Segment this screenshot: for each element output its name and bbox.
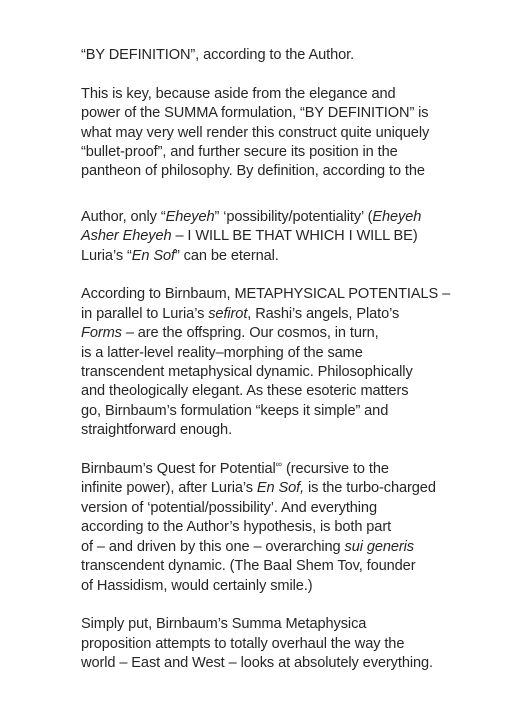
text-line: infinite power), after Luria’s En Sof, is the turbo-charged (81, 480, 436, 497)
text-line: in parallel to Luria’s sefirot, Rashi’s angels, Plato’s (81, 305, 400, 322)
text-line: according to the Author’s hypothesis, is both part (81, 519, 392, 536)
infinity-superscript: ∞ (275, 459, 282, 470)
text-line: Birnbaum’s Quest for Potential∞ (recursive to the (81, 459, 389, 478)
text-line: Luria’s “En Sof” can be eternal. (81, 247, 279, 264)
text-line: and theologically elegant. As these esoteric matters (81, 383, 409, 400)
paragraph-2 (81, 85, 511, 182)
italic-term: Forms (81, 325, 122, 342)
text-line: According to Birnbaum, METAPHYSICAL POTENTIALS – (81, 286, 451, 303)
paragraph-4 (81, 285, 511, 440)
italic-term: sefirot (208, 305, 248, 322)
document-page (81, 46, 511, 674)
text-line: “bullet-proof”, and further secure its position in the (81, 144, 398, 161)
text-line: transcendent dynamic. (The Baal Shem Tov, founder (81, 558, 416, 575)
italic-term: Asher Eheyeh (81, 228, 172, 245)
italic-term: sui generis (344, 538, 415, 555)
text-line: Author, only “Eheyeh” ‘possibility/potentiality’ (Eheyeh (81, 208, 422, 225)
paragraph-5 (81, 460, 511, 596)
text-line: transcendent metaphysical dynamic. Philosophically (81, 364, 413, 381)
text-line: of Hassidism, would certainly smile.) (81, 577, 313, 594)
italic-term: En Sof, (256, 480, 305, 497)
text-line: pantheon of philosophy. By definition, according to the (81, 163, 425, 180)
italic-term: En Sof (131, 247, 175, 264)
text-line: Asher Eheyeh – I WILL BE THAT WHICH I WILL BE) (81, 228, 418, 245)
text-line: “BY DEFINITION”, according to the Author. (81, 47, 355, 63)
text-line: Simply put, Birnbaum’s Summa Metaphysica (81, 616, 367, 633)
italic-term: Eheyeh (372, 208, 422, 225)
text-line: version of ‘potential/possibility’. And everything (81, 499, 377, 516)
text-line: This is key, because aside from the elegance and (81, 85, 396, 102)
text-line: proposition attempts to totally overhaul the way the (81, 635, 405, 652)
text-line: power of the SUMMA formulation, “BY DEFINITION” is (81, 105, 429, 122)
text-line: straightforward enough. (81, 422, 233, 439)
paragraph-1 (81, 46, 511, 65)
italic-term: Eheyeh (165, 208, 215, 225)
text-line: is a latter-level reality–morphing of the same (81, 344, 363, 361)
text-line: of – and driven by this one – overarching sui generis (81, 538, 415, 555)
paragraph-6 (81, 615, 511, 673)
text-line: world – East and West – looks at absolutely everything. (81, 655, 433, 672)
text-line: Forms – are the offspring. Our cosmos, in turn, (81, 325, 379, 342)
text-line: go, Birnbaum’s formulation “keeps it simple” and (81, 402, 389, 419)
paragraph-3 (81, 208, 511, 266)
text-line: what may very well render this construct quite uniquely (81, 124, 430, 141)
